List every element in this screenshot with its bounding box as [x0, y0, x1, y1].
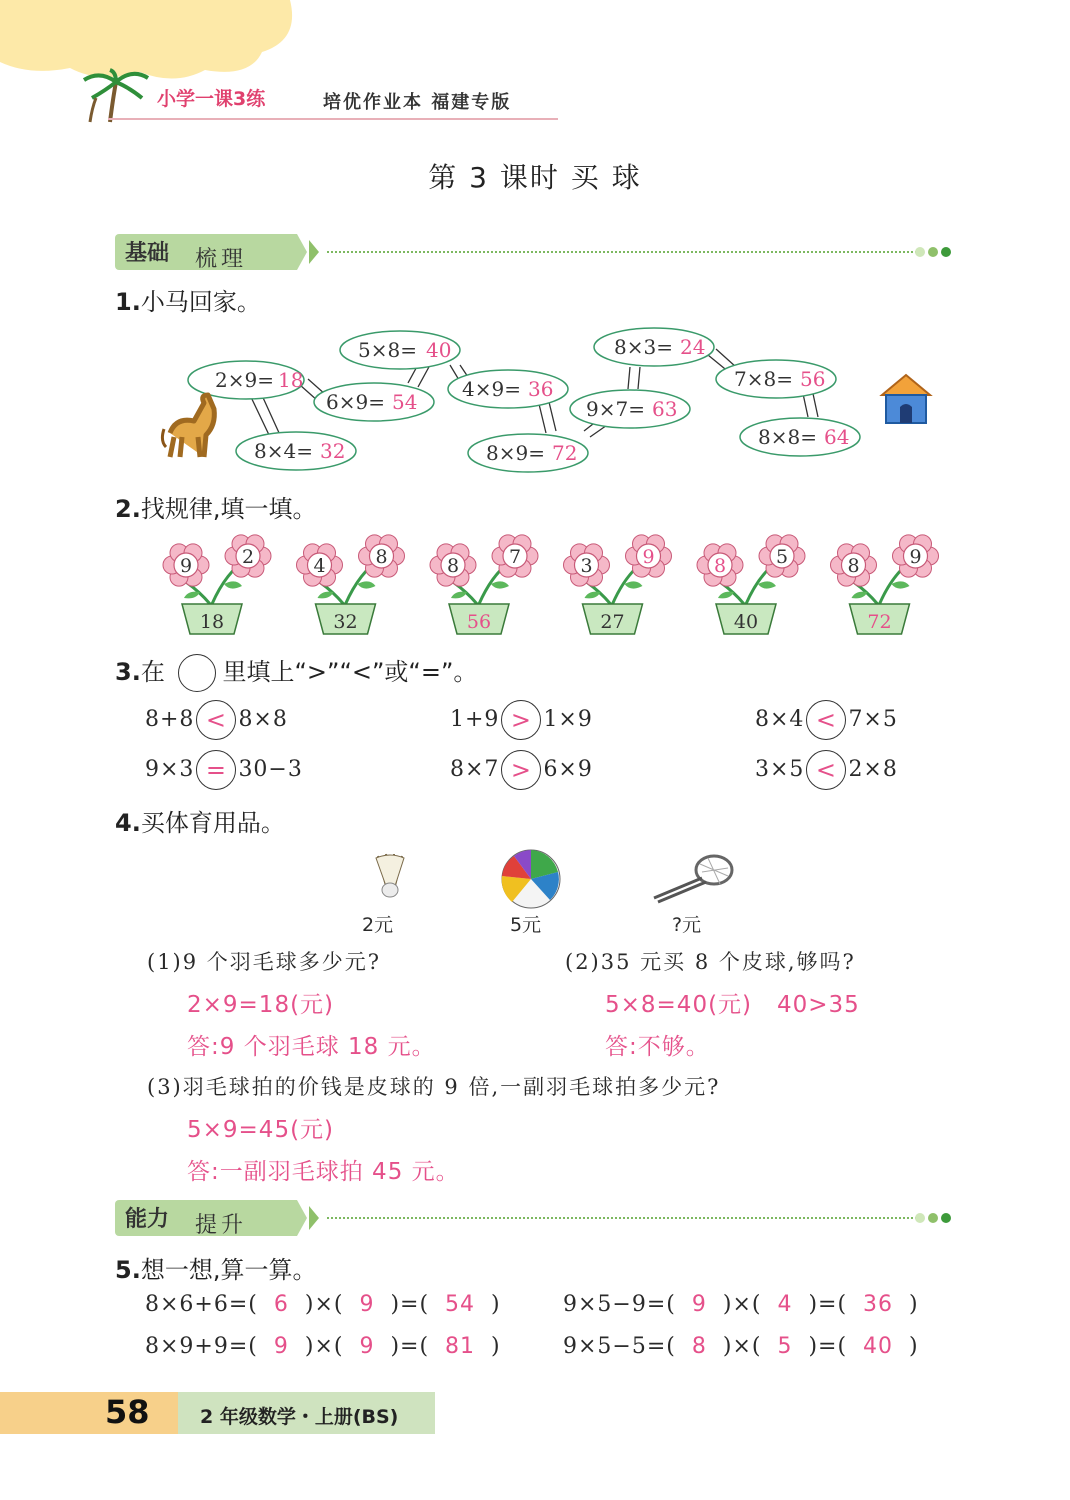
paren: )×(	[288, 1334, 360, 1359]
right-expr: 6×9	[543, 757, 593, 782]
stone-expr-4: 8×4=	[254, 439, 313, 463]
brand-subtitle: 培优作业本 福建专版	[323, 92, 512, 113]
left-expr: 8×7	[450, 757, 500, 782]
racket-icon	[648, 850, 734, 904]
header-divider	[108, 118, 558, 120]
pot-left-flower-number: 8	[713, 555, 727, 577]
sub-question-3: (3)羽毛球拍的价钱是皮球的 9 倍,一副羽毛球拍多少元?	[147, 1075, 721, 1099]
stone-expr-8: 8×3=	[614, 335, 673, 359]
question-4	[115, 803, 285, 838]
right-expr: 2×8	[848, 757, 898, 782]
shuttlecock-icon	[370, 852, 410, 902]
paren: (	[248, 1292, 274, 1317]
pot-product-number: 32	[333, 611, 358, 633]
answer-circle[interactable]: <	[806, 700, 846, 740]
question-text: 在	[140, 658, 165, 686]
paren: )	[893, 1292, 919, 1317]
question-number: 2.	[115, 495, 141, 523]
question-text: 买体育用品。	[140, 809, 285, 837]
question-5	[115, 1250, 316, 1285]
page-number: 58	[105, 1393, 150, 1431]
paren: )×(	[706, 1292, 778, 1317]
sub-question-2: (2)35 元买 8 个皮球,够吗?	[565, 950, 856, 974]
stone-answer-5: 36	[528, 377, 554, 401]
stone-expr-6: 8×9=	[486, 441, 545, 465]
question-number: 1.	[115, 288, 141, 316]
comparison-item	[450, 750, 593, 790]
answer-3-equation: 5×9=45(元)	[187, 1117, 335, 1143]
paren: (	[666, 1334, 692, 1359]
paren: )×(	[288, 1292, 360, 1317]
pot-right-flower-number: 2	[241, 546, 255, 568]
comparison-item	[145, 750, 303, 790]
blank-answer-c[interactable]: 36	[863, 1292, 894, 1317]
left-expr: 9×3	[145, 757, 195, 782]
stone-expr-5: 4×9=	[462, 377, 521, 401]
banner-subtitle: 提升	[195, 1213, 248, 1238]
sub-question-1: (1)9 个羽毛球多少元?	[147, 950, 382, 974]
blank-answer-c[interactable]: 54	[445, 1292, 476, 1317]
right-expr: 8×8	[238, 707, 288, 732]
right-expr: 1×9	[543, 707, 593, 732]
blank-answer-b[interactable]: 9	[359, 1292, 375, 1317]
right-expr: 30−3	[238, 757, 303, 782]
paren: )=(	[374, 1292, 446, 1317]
section-banner-basic	[115, 234, 955, 274]
stone-expr-2: 5×8=	[358, 338, 417, 362]
pot-left-flower-number: 3	[580, 555, 593, 577]
cloud-decoration	[0, 0, 300, 80]
question-text: 想一想,算一算。	[140, 1256, 317, 1284]
question-text: 里填上“>”“<”或“=”。	[222, 658, 478, 686]
stone-expr-1: 2×9=	[215, 368, 274, 392]
question-number: 4.	[115, 809, 141, 837]
answer-2-sentence: 答:不够。	[605, 1034, 710, 1060]
blank-answer-b[interactable]: 9	[359, 1334, 375, 1359]
blank-answer-b[interactable]: 4	[777, 1292, 793, 1317]
stone-expr-10: 8×8=	[758, 425, 817, 449]
blank-answer-c[interactable]: 40	[863, 1334, 894, 1359]
pot-product-number: 56	[466, 611, 492, 633]
price-racket: ?元	[672, 914, 702, 936]
blank-answer-c[interactable]: 81	[445, 1334, 476, 1359]
comparison-item	[755, 700, 898, 740]
pot-left-flower-number: 9	[179, 555, 193, 577]
fill-in-equation	[145, 1292, 501, 1317]
section-banner-ability	[115, 1200, 955, 1240]
paren: )	[475, 1334, 501, 1359]
question-2	[115, 489, 316, 524]
equation-expr: 8×6+6=	[145, 1292, 249, 1317]
stone-answer-4: 32	[320, 439, 346, 463]
paren: (	[248, 1334, 274, 1359]
stepping-stones-diagram	[160, 325, 960, 480]
paren: )=(	[792, 1292, 864, 1317]
question-3	[115, 652, 477, 692]
fill-in-equation	[563, 1334, 919, 1359]
stone-answer-3: 54	[392, 390, 418, 414]
pot-right-flower-number: 9	[642, 546, 655, 568]
pots-svg	[160, 532, 960, 642]
question-number: 5.	[115, 1256, 141, 1284]
price-ball: 5元	[510, 914, 542, 936]
answer-circle[interactable]: >	[501, 700, 541, 740]
fill-in-equations	[145, 1292, 975, 1382]
answer-circle[interactable]: >	[501, 750, 541, 790]
stone-answer-7: 63	[652, 397, 678, 421]
banner-subtitle: 梳理	[195, 247, 248, 272]
left-expr: 3×5	[755, 757, 805, 782]
pot-product-number: 27	[600, 611, 625, 633]
pot-product-number: 18	[199, 611, 225, 633]
banner-title: 基础	[125, 241, 170, 266]
question-text: 找规律,填一填。	[140, 495, 317, 523]
equation-expr: 9×5−5=	[563, 1334, 667, 1359]
stone-answer-1: 18	[278, 368, 304, 392]
left-expr: 8+8	[145, 707, 195, 732]
answer-circle[interactable]: <	[196, 700, 236, 740]
stone-answer-10: 64	[824, 425, 850, 449]
brand-name: 小学一课3练	[157, 88, 266, 110]
stone-answer-9: 56	[800, 367, 826, 391]
price-shuttlecock: 2元	[362, 914, 394, 936]
stone-expr-7: 9×7=	[586, 397, 645, 421]
flower-pots-row	[160, 532, 960, 642]
fill-in-equation	[563, 1292, 919, 1317]
paren: )×(	[706, 1334, 778, 1359]
stone-answer-8: 24	[680, 335, 706, 359]
equation-expr: 9×5−9=	[563, 1292, 667, 1317]
pot-right-flower-number: 8	[375, 546, 388, 568]
answer-3-sentence: 答:一副羽毛球拍 45 元。	[187, 1159, 460, 1185]
blank-answer-a[interactable]: 9	[691, 1292, 707, 1317]
paren: )=(	[792, 1334, 864, 1359]
answer-2-equation: 5×8=40(元) 40>35	[605, 992, 860, 1018]
question-1	[115, 282, 261, 317]
banner-title: 能力	[125, 1207, 170, 1232]
pot-product-number: 72	[867, 611, 892, 633]
paren: (	[666, 1292, 692, 1317]
answer-1-sentence: 答:9 个羽毛球 18 元。	[187, 1034, 436, 1060]
blank-answer-a[interactable]: 6	[273, 1292, 289, 1317]
paren: )=(	[374, 1334, 446, 1359]
answer-circle[interactable]: <	[806, 750, 846, 790]
pot-left-flower-number: 8	[847, 555, 860, 577]
ball-icon	[500, 848, 562, 910]
blank-answer-b[interactable]: 5	[777, 1334, 793, 1359]
palm-tree-icon	[80, 68, 150, 124]
stone-answer-2: 40	[426, 338, 452, 362]
pot-right-flower-number: 9	[909, 546, 922, 568]
circle-placeholder	[178, 654, 216, 692]
comparison-item	[755, 750, 898, 790]
page-title: 第 3 课时 买 球	[428, 161, 642, 194]
comparison-grid	[145, 700, 965, 810]
house-icon	[882, 375, 930, 423]
pot-left-flower-number: 4	[313, 555, 326, 577]
stone-expr-9: 7×8=	[734, 367, 793, 391]
paren: )	[893, 1334, 919, 1359]
paren: )	[475, 1292, 501, 1317]
answer-circle[interactable]: =	[196, 750, 236, 790]
book-info: 2 年级数学・上册(BS)	[200, 1406, 399, 1428]
right-expr: 7×5	[848, 707, 898, 732]
pot-right-flower-number: 5	[775, 546, 789, 568]
left-expr: 8×4	[755, 707, 805, 732]
stone-answer-6: 72	[552, 441, 578, 465]
arrow-icon	[285, 1200, 325, 1236]
fill-in-equation	[145, 1334, 501, 1359]
pot-product-number: 40	[733, 611, 759, 633]
blank-answer-a[interactable]: 9	[273, 1334, 289, 1359]
answer-1-equation: 2×9=18(元)	[187, 992, 335, 1018]
comparison-item	[145, 700, 288, 740]
comparison-item	[450, 700, 593, 740]
left-expr: 1+9	[450, 707, 500, 732]
arrow-icon	[285, 234, 325, 270]
question-text: 小马回家。	[140, 288, 261, 316]
blank-answer-a[interactable]: 8	[691, 1334, 707, 1359]
equation-expr: 8×9+9=	[145, 1334, 249, 1359]
question-number: 3.	[115, 658, 141, 686]
pot-right-flower-number: 7	[508, 546, 522, 568]
horse-icon	[162, 395, 214, 457]
pot-left-flower-number: 8	[446, 555, 460, 577]
stone-expr-3: 6×9=	[326, 390, 385, 414]
